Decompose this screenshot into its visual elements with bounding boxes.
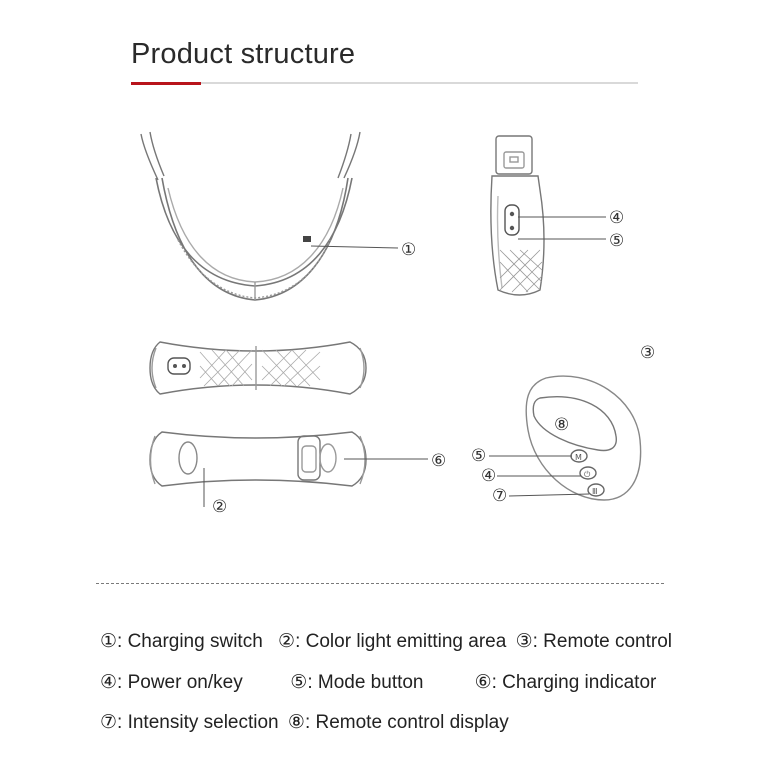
callout-5a: ⑤ bbox=[609, 231, 625, 251]
legend-remote-control: ③: Remote control bbox=[515, 631, 673, 652]
dashed-separator bbox=[96, 583, 664, 584]
callout-5b: ⑤ bbox=[471, 446, 487, 466]
neck-band-front-view bbox=[141, 132, 360, 300]
top-view-mesh-right bbox=[262, 350, 320, 386]
callout-7: ⑦ bbox=[492, 486, 508, 506]
remote-control-drawing bbox=[526, 376, 640, 500]
neck-band-back-view bbox=[150, 432, 366, 486]
callout-6: ⑥ bbox=[431, 451, 447, 471]
top-view-mesh-left bbox=[200, 350, 252, 386]
callout-4a: ④ bbox=[609, 208, 625, 228]
legend-charging-indicator: ⑥: Charging indicator bbox=[474, 672, 657, 693]
callout-line-7 bbox=[509, 494, 589, 496]
legend-row-2 bbox=[100, 671, 656, 694]
neck-band-side-view bbox=[491, 136, 544, 295]
legend-intensity-selection: ⑦: Intensity selection bbox=[100, 712, 279, 733]
svg-text:⏻: ⏻ bbox=[584, 470, 591, 479]
callout-1: ① bbox=[401, 240, 417, 260]
page-title: Product structure bbox=[131, 38, 356, 70]
svg-text:Ⅲ: Ⅲ bbox=[592, 487, 598, 496]
callout-2: ② bbox=[212, 497, 228, 517]
legend-power-key: ④: Power on/key bbox=[100, 672, 243, 693]
callout-4b: ④ bbox=[481, 466, 497, 486]
legend-row-1 bbox=[100, 630, 672, 653]
callout-3: ③ bbox=[640, 343, 656, 363]
legend-row-3 bbox=[100, 711, 509, 734]
legend-mode-button: ⑤: Mode button bbox=[290, 672, 424, 693]
neck-band-top-view bbox=[150, 342, 366, 394]
side-view-mesh bbox=[500, 250, 542, 292]
legend-remote-display: ⑧: Remote control display bbox=[287, 712, 509, 733]
svg-text:M: M bbox=[575, 453, 582, 462]
legend-charging-switch: ①: Charging switch bbox=[100, 631, 263, 652]
callout-8: ⑧ bbox=[554, 415, 570, 435]
legend-color-light-area: ②: Color light emitting area bbox=[278, 631, 507, 652]
